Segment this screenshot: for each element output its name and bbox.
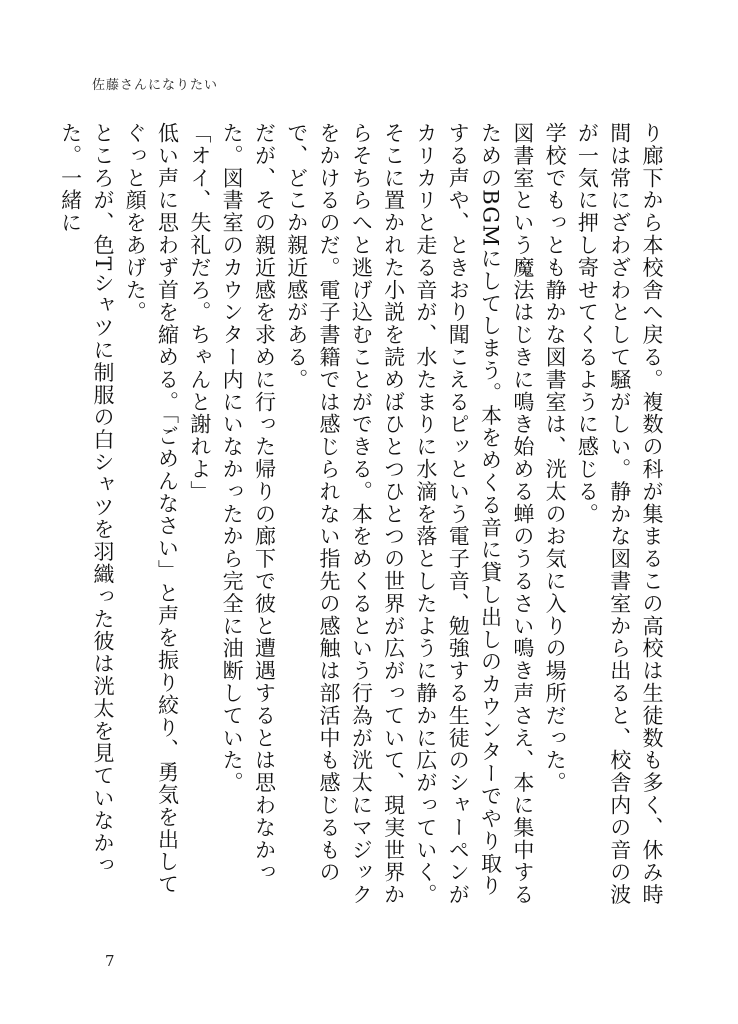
running-header: 佐藤さんになりたい <box>92 78 219 93</box>
paragraph: ところが、色Tシャツに制服の白シャツを羽織った彼は洸太を見ていなかった。一緒に <box>58 122 115 877</box>
paragraph: 低い声に思わず首を縮める。「ごめんなさい」と声を振り絞り、勇気を出してぐっと顔をあげた。 <box>123 122 180 896</box>
paragraph: 「オイ、失礼だろ。ちゃんと謝れよ」 <box>187 122 212 503</box>
page-number: 7 <box>105 952 115 970</box>
paragraph: り廊下から本校舎へ戻る。複数の科が集まるこの高校は生徒数も多く、休み時間は常にざわざわとして騒がしい。静かな図書室から出ると、校舎内の音の波が一気に押し寄せてくるように感じる。 <box>575 122 664 906</box>
paragraph: そこに置かれた小説を読めばひとつひとつの世界が広がっていて、現実世界からそちらへと逃げ込むことができる。本をめくるという行為が洸太にマジックをかけるのだ。電子書籍では感じられない指先の感触は部活中も感じるもので、どこか親近感がある。 <box>284 122 406 906</box>
body-text <box>58 122 668 912</box>
paragraph: 図書室という魔法はじきに鳴き始める蝉のうるさい鳴き声さえ、本に集中するためのBGMにしてしまう。本をめくる音に貸し出しのカウンターでやり取りする声や、ときおり聞こえるピッという電子音、勉強する生徒のシャーペンがカリカリと走る音が、水たまりに水滴を落としたように静かに広がっていく。 <box>413 122 535 906</box>
paragraph: だが、その親近感を求めに行った帰りの廊下で彼と遭遇するとは思わなかった。図書室のカウンター内にいなかったから完全に油断していた。 <box>220 122 277 884</box>
paragraph: 学校でもっとも静かな図書室は、洸太のお気に入りの場所だった。 <box>543 122 568 794</box>
